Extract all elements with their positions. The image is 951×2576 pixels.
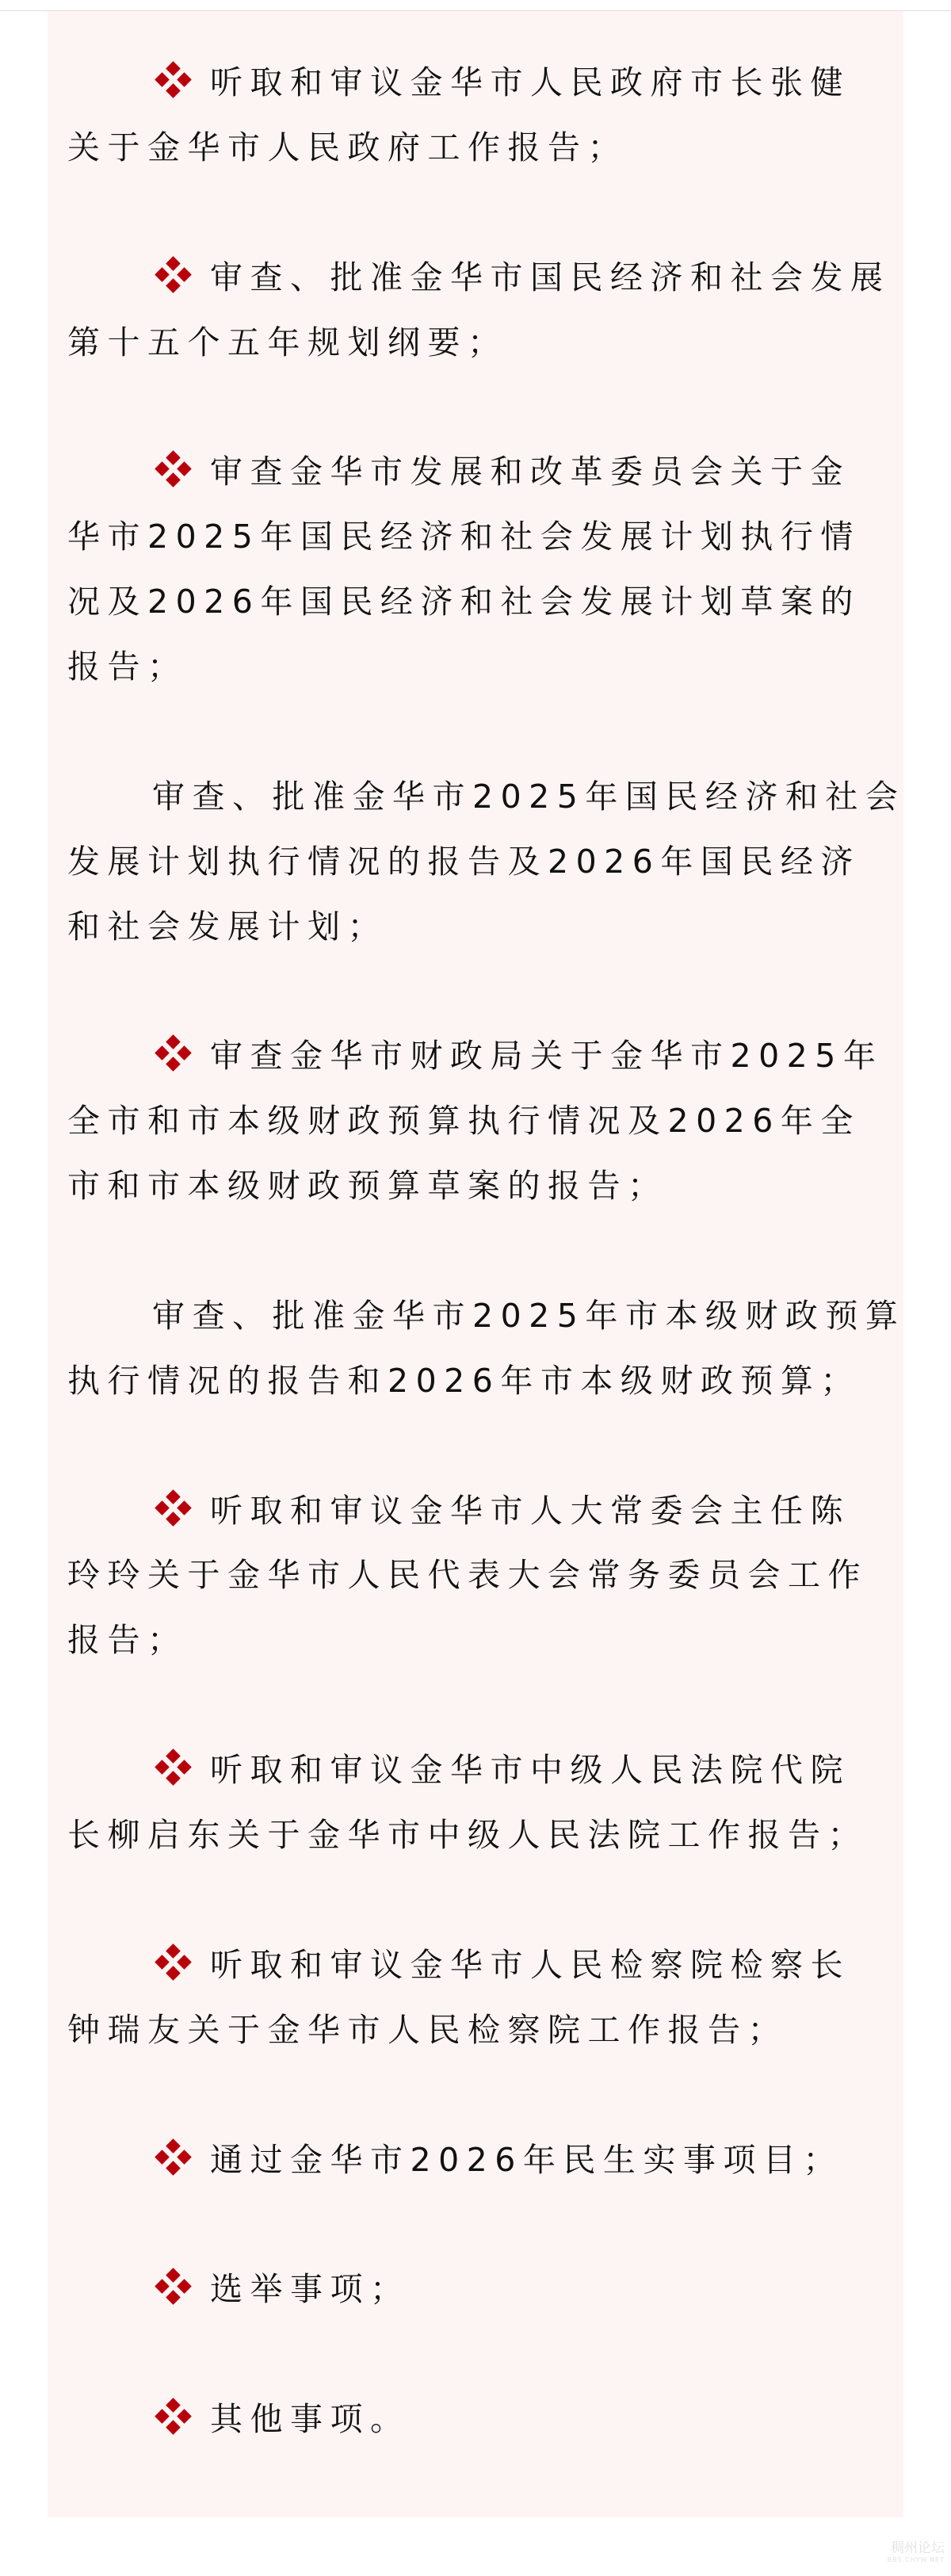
agenda-text: 听取和审议金华市人大常委会主任陈	[210, 1491, 850, 1530]
agenda-line	[67, 1024, 892, 1089]
agenda-item	[67, 2257, 892, 2322]
agenda-line: 钟瑞友关于金华市人民检察院工作报告；	[67, 2010, 788, 2049]
agenda-list	[67, 51, 906, 2452]
agenda-text: 审查金华市财政局关于金华市2025年	[210, 1037, 884, 1076]
agenda-line: 报告；	[67, 648, 188, 686]
agenda-text: 审查金华市发展和改革委员会关于金	[210, 453, 850, 491]
agenda-line	[67, 1933, 892, 1998]
agenda-item	[67, 765, 906, 960]
agenda-text: 审查、批准金华市国民经济和社会发展	[210, 258, 891, 296]
agenda-item	[67, 2128, 892, 2193]
agenda-line	[67, 51, 892, 116]
agenda-text: 听取和审议金华市人民检察院检察长	[210, 1945, 850, 1984]
agenda-line: 报告；	[67, 1621, 188, 1660]
agenda-text: 通过金华市2026年民生实事项目；	[210, 2140, 843, 2179]
agenda-text: 听取和审议金华市中级人民法院代院	[210, 1751, 850, 1790]
diamond-bullet-icon	[155, 62, 193, 100]
diamond-bullet-icon	[155, 451, 193, 489]
agenda-text: 其他事项。	[210, 2400, 411, 2439]
agenda-line: 全市和市本级财政预算执行情况及2026年全	[67, 1102, 861, 1141]
agenda-line: 第十五个五年规划纲要；	[67, 323, 508, 361]
agenda-line: 长柳启东关于金华市中级人民法院工作报告；	[67, 1816, 868, 1855]
agenda-line: 审查、批准金华市2025年国民经济和社会	[152, 777, 906, 816]
agenda-item	[67, 1024, 892, 1219]
agenda-text: 听取和审议金华市人民政府市长张健	[210, 63, 850, 101]
agenda-line: 华市2025年国民经济和社会发展计划执行情	[67, 518, 861, 556]
agenda-line	[67, 2128, 892, 2193]
agenda-item	[67, 440, 892, 700]
agenda-line: 和社会发展计划；	[67, 907, 388, 946]
agenda-line	[67, 246, 892, 311]
forum-watermark	[873, 2541, 945, 2571]
watermark-subtitle: BBS.CHYW.NET	[887, 2556, 945, 2563]
diamond-bullet-icon	[155, 2139, 193, 2177]
diamond-bullet-icon	[155, 257, 193, 295]
agenda-item	[67, 51, 892, 181]
agenda-item	[67, 1284, 906, 1414]
agenda-item	[67, 1738, 892, 1868]
agenda-line	[67, 1479, 892, 1544]
agenda-line	[67, 2257, 892, 2322]
agenda-text: 选举事项；	[210, 2270, 411, 2309]
agenda-line: 发展计划执行情况的报告及2026年国民经济	[67, 842, 861, 881]
diamond-bullet-icon	[155, 1749, 193, 1787]
agenda-line	[67, 1738, 892, 1803]
agenda-line	[67, 440, 892, 505]
agenda-panel	[48, 11, 906, 2517]
agenda-item	[67, 1479, 892, 1674]
diamond-bullet-icon	[155, 1944, 193, 1982]
agenda-line: 况及2026年国民经济和社会发展计划草案的	[67, 583, 861, 621]
agenda-item	[67, 1933, 892, 2063]
watermark-title: 稠州论坛	[891, 2540, 945, 2556]
agenda-line: 市和市本级财政预算草案的报告；	[67, 1167, 668, 1206]
diamond-bullet-icon	[155, 1490, 193, 1528]
agenda-line	[67, 2387, 892, 2452]
agenda-line: 玲玲关于金华市人民代表大会常务委员会工作	[67, 1556, 868, 1595]
agenda-line: 执行情况的报告和2026年市本级财政预算；	[67, 1361, 861, 1400]
agenda-line: 审查、批准金华市2025年市本级财政预算	[152, 1296, 906, 1335]
agenda-item	[67, 2387, 892, 2452]
diamond-bullet-icon	[155, 2398, 193, 2436]
agenda-line: 关于金华市人民政府工作报告；	[67, 128, 628, 166]
agenda-item	[67, 246, 892, 376]
diamond-bullet-icon	[155, 1035, 193, 1073]
diamond-bullet-icon	[155, 2268, 193, 2307]
